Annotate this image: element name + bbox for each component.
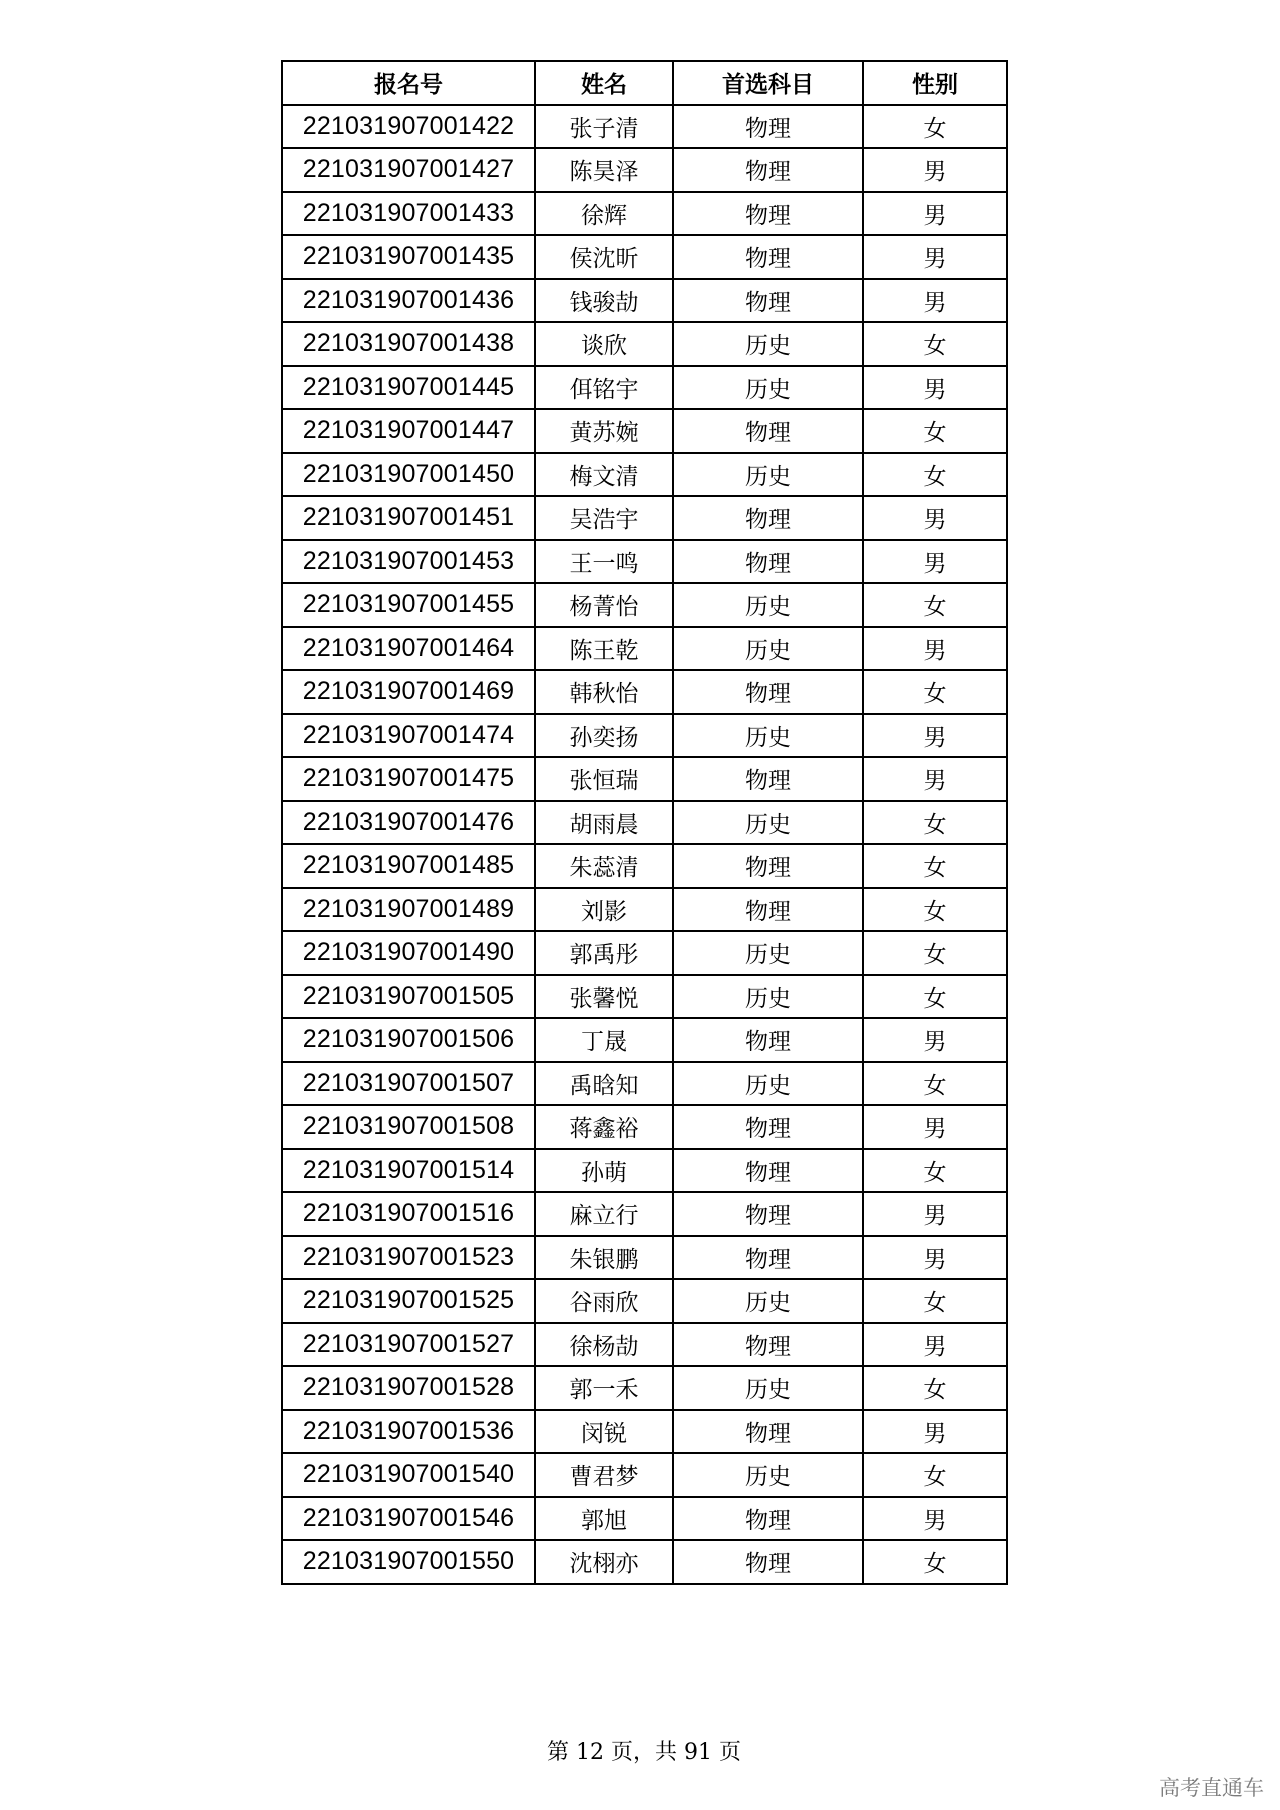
name-cell: 韩秋怡 [535, 670, 673, 714]
table-row [282, 279, 1007, 323]
subject-cell: 物理 [673, 1410, 863, 1454]
gender-cell: 男 [863, 1018, 1007, 1062]
registration-number-cell: 221031907001506 [282, 1018, 535, 1062]
subject-cell: 物理 [673, 888, 863, 932]
name-cell: 陈昊泽 [535, 148, 673, 192]
name-cell: 陈王乾 [535, 627, 673, 671]
subject-cell: 历史 [673, 801, 863, 845]
name-cell: 张馨悦 [535, 975, 673, 1019]
subject-cell: 历史 [673, 1366, 863, 1410]
name-cell: 谷雨欣 [535, 1279, 673, 1323]
name-cell: 徐杨劼 [535, 1323, 673, 1367]
table-row [282, 409, 1007, 453]
table-row [282, 1105, 1007, 1149]
registration-number-cell: 221031907001508 [282, 1105, 535, 1149]
table-row [282, 1497, 1007, 1541]
registration-number-cell: 221031907001536 [282, 1410, 535, 1454]
table-row [282, 1018, 1007, 1062]
name-cell: 徐辉 [535, 192, 673, 236]
gender-cell: 女 [863, 453, 1007, 497]
name-cell: 郭一禾 [535, 1366, 673, 1410]
table-row [282, 366, 1007, 410]
subject-cell: 物理 [673, 1323, 863, 1367]
registration-number-cell: 221031907001485 [282, 844, 535, 888]
name-cell: 孙奕扬 [535, 714, 673, 758]
name-cell: 黄苏婉 [535, 409, 673, 453]
gender-cell: 男 [863, 235, 1007, 279]
registration-number-cell: 221031907001550 [282, 1540, 535, 1584]
gender-cell: 男 [863, 540, 1007, 584]
page-number: 第 12 页，共 91 页 [547, 1740, 741, 1765]
name-cell: 吴浩宇 [535, 496, 673, 540]
gender-cell: 女 [863, 583, 1007, 627]
name-cell: 朱蕊清 [535, 844, 673, 888]
gender-cell: 女 [863, 1366, 1007, 1410]
name-cell: 麻立行 [535, 1192, 673, 1236]
name-cell: 胡雨晨 [535, 801, 673, 845]
gender-cell: 男 [863, 1410, 1007, 1454]
registration-number-cell: 221031907001422 [282, 105, 535, 149]
subject-cell: 物理 [673, 1236, 863, 1280]
subject-cell: 物理 [673, 1192, 863, 1236]
registration-number-cell: 221031907001476 [282, 801, 535, 845]
gender-cell: 女 [863, 322, 1007, 366]
gender-cell: 女 [863, 931, 1007, 975]
gender-cell: 男 [863, 279, 1007, 323]
table-row [282, 583, 1007, 627]
table-row [282, 714, 1007, 758]
gender-cell: 男 [863, 627, 1007, 671]
subject-cell: 物理 [673, 148, 863, 192]
name-cell: 侯沈昕 [535, 235, 673, 279]
subject-cell: 历史 [673, 975, 863, 1019]
registration-number-cell: 221031907001427 [282, 148, 535, 192]
name-cell: 郭禹彤 [535, 931, 673, 975]
table-row [282, 1279, 1007, 1323]
table-row [282, 1366, 1007, 1410]
name-cell: 孙萌 [535, 1149, 673, 1193]
name-cell: 郭旭 [535, 1497, 673, 1541]
subject-cell: 物理 [673, 1018, 863, 1062]
gender-cell: 男 [863, 1236, 1007, 1280]
registration-number-cell: 221031907001514 [282, 1149, 535, 1193]
subject-cell: 历史 [673, 714, 863, 758]
subject-cell: 物理 [673, 757, 863, 801]
gender-cell: 男 [863, 148, 1007, 192]
table-row [282, 322, 1007, 366]
name-cell: 钱骏劼 [535, 279, 673, 323]
name-cell: 丁晟 [535, 1018, 673, 1062]
roster-table [281, 60, 1008, 1585]
subject-cell: 物理 [673, 1149, 863, 1193]
gender-cell: 女 [863, 670, 1007, 714]
table-row [282, 1236, 1007, 1280]
name-cell: 杨菁怡 [535, 583, 673, 627]
table-row [282, 1062, 1007, 1106]
registration-number-cell: 221031907001516 [282, 1192, 535, 1236]
subject-cell: 物理 [673, 409, 863, 453]
subject-cell: 历史 [673, 1279, 863, 1323]
registration-number-cell: 221031907001445 [282, 366, 535, 410]
gender-cell: 男 [863, 1497, 1007, 1541]
gender-cell: 女 [863, 1062, 1007, 1106]
table-row [282, 496, 1007, 540]
registration-number-cell: 221031907001435 [282, 235, 535, 279]
header-row [282, 61, 1007, 105]
subject-cell: 物理 [673, 844, 863, 888]
registration-number-cell: 221031907001507 [282, 1062, 535, 1106]
registration-number-cell: 221031907001450 [282, 453, 535, 497]
subject-cell: 历史 [673, 1453, 863, 1497]
watermark: 高考直通车 [1159, 1776, 1264, 1800]
gender-cell: 女 [863, 1279, 1007, 1323]
registration-number-cell: 221031907001436 [282, 279, 535, 323]
table-row [282, 844, 1007, 888]
gender-cell: 女 [863, 105, 1007, 149]
subject-cell: 历史 [673, 453, 863, 497]
registration-number-cell: 221031907001469 [282, 670, 535, 714]
registration-number-cell: 221031907001505 [282, 975, 535, 1019]
table-row [282, 670, 1007, 714]
table-body [282, 105, 1007, 1584]
gender-cell: 男 [863, 192, 1007, 236]
gender-cell: 男 [863, 714, 1007, 758]
registration-number-cell: 221031907001527 [282, 1323, 535, 1367]
gender-cell: 女 [863, 801, 1007, 845]
header-primary-subject: 首选科目 [673, 61, 863, 105]
name-cell: 沈栩亦 [535, 1540, 673, 1584]
name-cell: 朱银鹏 [535, 1236, 673, 1280]
registration-number-cell: 221031907001474 [282, 714, 535, 758]
name-cell: 禹晗知 [535, 1062, 673, 1106]
table-row [282, 888, 1007, 932]
name-cell: 张恒瑞 [535, 757, 673, 801]
table-row [282, 627, 1007, 671]
table-row [282, 757, 1007, 801]
table-row [282, 540, 1007, 584]
table-row [282, 1192, 1007, 1236]
subject-cell: 物理 [673, 1540, 863, 1584]
header-gender: 性别 [863, 61, 1007, 105]
registration-number-cell: 221031907001528 [282, 1366, 535, 1410]
subject-cell: 历史 [673, 366, 863, 410]
gender-cell: 男 [863, 1192, 1007, 1236]
subject-cell: 物理 [673, 496, 863, 540]
registration-number-cell: 221031907001447 [282, 409, 535, 453]
name-cell: 佴铭宇 [535, 366, 673, 410]
table-row [282, 105, 1007, 149]
subject-cell: 物理 [673, 540, 863, 584]
subject-cell: 历史 [673, 627, 863, 671]
registration-number-cell: 221031907001464 [282, 627, 535, 671]
subject-cell: 历史 [673, 931, 863, 975]
gender-cell: 男 [863, 1105, 1007, 1149]
name-cell: 张子清 [535, 105, 673, 149]
registration-number-cell: 221031907001523 [282, 1236, 535, 1280]
gender-cell: 女 [863, 1540, 1007, 1584]
name-cell: 梅文清 [535, 453, 673, 497]
registration-number-cell: 221031907001540 [282, 1453, 535, 1497]
table-row [282, 235, 1007, 279]
name-cell: 王一鸣 [535, 540, 673, 584]
table-row [282, 453, 1007, 497]
name-cell: 蒋鑫裕 [535, 1105, 673, 1149]
registration-number-cell: 221031907001453 [282, 540, 535, 584]
table-row [282, 1540, 1007, 1584]
subject-cell: 物理 [673, 192, 863, 236]
name-cell: 刘影 [535, 888, 673, 932]
subject-cell: 物理 [673, 1105, 863, 1149]
registration-number-cell: 221031907001475 [282, 757, 535, 801]
table-row [282, 975, 1007, 1019]
name-cell: 闵锐 [535, 1410, 673, 1454]
table-header [282, 61, 1007, 105]
gender-cell: 女 [863, 975, 1007, 1019]
registration-number-cell: 221031907001455 [282, 583, 535, 627]
gender-cell: 男 [863, 496, 1007, 540]
registration-number-cell: 221031907001438 [282, 322, 535, 366]
table-row [282, 931, 1007, 975]
subject-cell: 物理 [673, 670, 863, 714]
registration-number-cell: 221031907001525 [282, 1279, 535, 1323]
gender-cell: 女 [863, 1453, 1007, 1497]
table-row [282, 148, 1007, 192]
table-row [282, 1410, 1007, 1454]
gender-cell: 女 [863, 888, 1007, 932]
registration-number-cell: 221031907001490 [282, 931, 535, 975]
header-registration-number: 报名号 [282, 61, 535, 105]
table-row [282, 801, 1007, 845]
registration-number-cell: 221031907001433 [282, 192, 535, 236]
table-row [282, 1453, 1007, 1497]
table-row [282, 1323, 1007, 1367]
gender-cell: 男 [863, 757, 1007, 801]
header-name: 姓名 [535, 61, 673, 105]
subject-cell: 历史 [673, 322, 863, 366]
table-row [282, 192, 1007, 236]
table-row [282, 1149, 1007, 1193]
subject-cell: 物理 [673, 279, 863, 323]
registration-number-cell: 221031907001489 [282, 888, 535, 932]
subject-cell: 物理 [673, 1497, 863, 1541]
subject-cell: 物理 [673, 235, 863, 279]
gender-cell: 女 [863, 1149, 1007, 1193]
gender-cell: 男 [863, 1323, 1007, 1367]
subject-cell: 历史 [673, 583, 863, 627]
subject-cell: 历史 [673, 1062, 863, 1106]
gender-cell: 男 [863, 366, 1007, 410]
gender-cell: 女 [863, 409, 1007, 453]
subject-cell: 物理 [673, 105, 863, 149]
registration-number-cell: 221031907001451 [282, 496, 535, 540]
registration-number-cell: 221031907001546 [282, 1497, 535, 1541]
name-cell: 谈欣 [535, 322, 673, 366]
name-cell: 曹君梦 [535, 1453, 673, 1497]
gender-cell: 女 [863, 844, 1007, 888]
